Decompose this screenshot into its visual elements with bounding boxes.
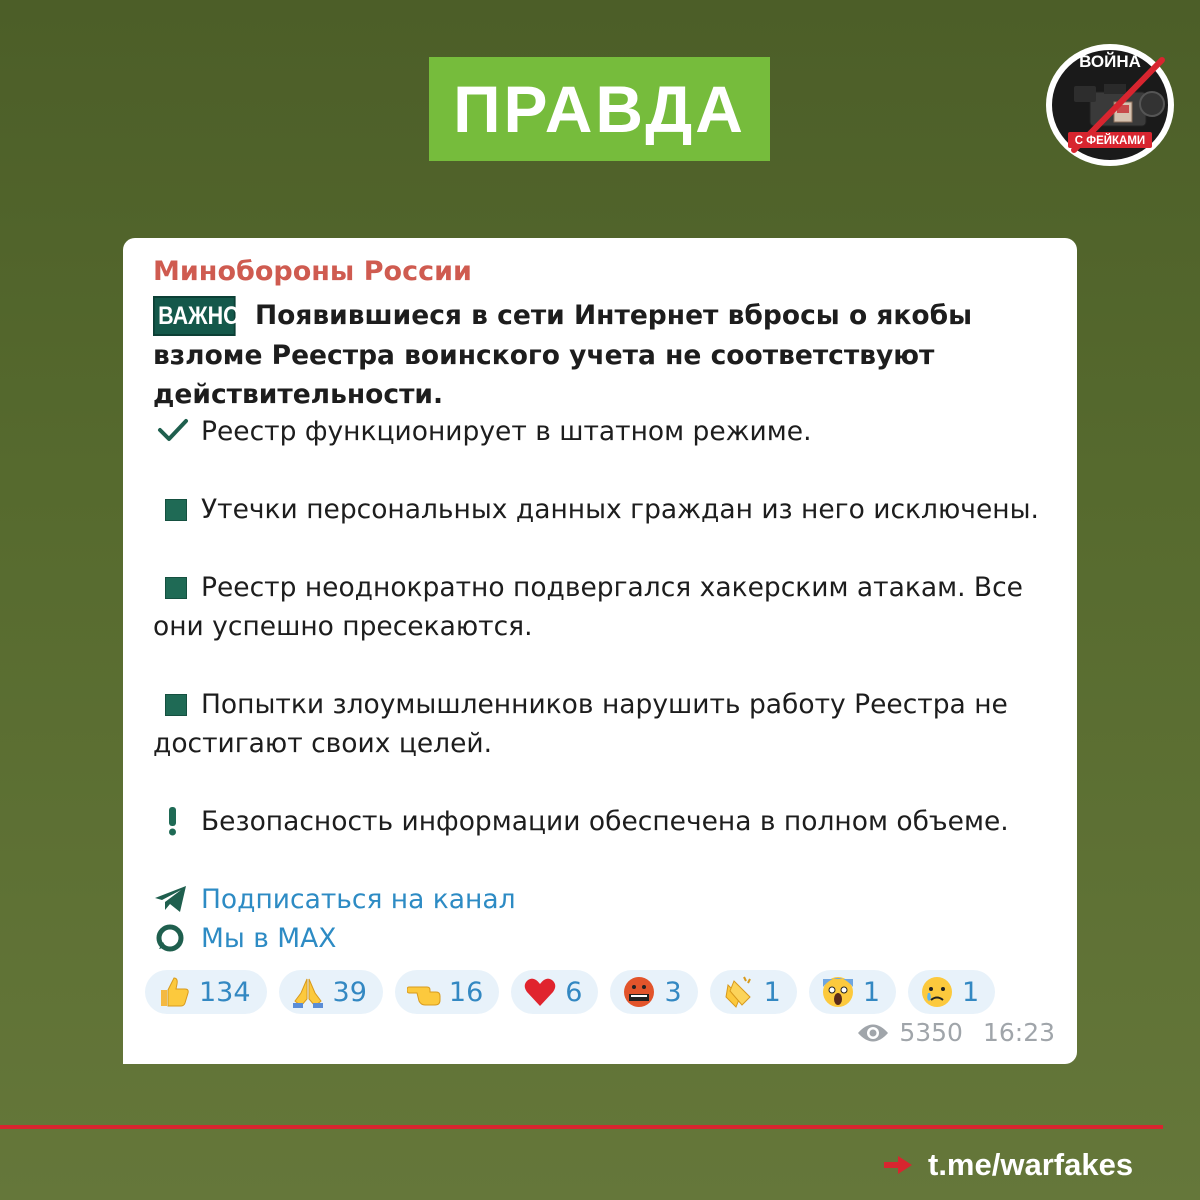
reaction-clapping-hands[interactable] (710, 970, 797, 1014)
list-item (153, 412, 1058, 451)
subscribe-link-label[interactable]: Подписаться на канал (201, 884, 516, 915)
clapping-hands-icon (722, 975, 756, 1009)
reaction-count: 1 (763, 976, 781, 1008)
footer-divider (0, 1125, 1163, 1129)
green-square-icon (153, 689, 193, 717)
reaction-count: 3 (664, 976, 682, 1008)
list-item-text: Реестр функционирует в штатном режиме. (201, 416, 812, 447)
reaction-folded-hands[interactable] (279, 970, 383, 1014)
list-item (153, 802, 1058, 841)
source-link[interactable] (884, 1143, 1133, 1187)
reaction-cursing-face[interactable] (610, 970, 697, 1014)
reaction-screaming-face[interactable] (809, 970, 896, 1014)
pointing-hand-icon (407, 975, 441, 1009)
telegram-plane-icon (153, 884, 193, 914)
list-item (153, 685, 1058, 763)
list-item (153, 568, 1058, 646)
max-messenger-icon (153, 923, 193, 953)
red-heart-icon (523, 975, 557, 1009)
verdict-banner: ПРАВДА (429, 57, 770, 161)
reaction-count: 6 (565, 976, 583, 1008)
reaction-thumbs-up[interactable] (145, 970, 267, 1014)
list-item-text: Попытки злоумышленников нарушить работу Реестра не достигают своих целей. (153, 689, 1008, 759)
post-message (153, 296, 1058, 954)
screaming-face-icon (821, 975, 855, 1009)
channel-name[interactable]: Минобороны России (153, 256, 472, 287)
logo-top-text: ВОЙНА (1079, 52, 1141, 71)
list-item-text: Утечки персональных данных граждан из него исключены. (201, 494, 1039, 525)
green-square-icon (153, 494, 193, 522)
post-headline (153, 296, 1058, 414)
eye-icon (857, 1022, 889, 1044)
green-square-icon (153, 572, 193, 600)
reaction-pointing-hand[interactable] (395, 970, 499, 1014)
check-mark-icon (153, 416, 193, 444)
crying-face-icon (920, 975, 954, 1009)
telegram-post-card (123, 238, 1077, 1064)
thumbs-up-icon (157, 975, 191, 1009)
reactions-bar (145, 970, 995, 1014)
cursing-face-icon (622, 975, 656, 1009)
max-link-label[interactable]: Мы в MAX (201, 923, 337, 954)
view-count: 5350 (899, 1018, 963, 1047)
arrow-right-icon (884, 1156, 914, 1174)
list-item-text: Безопасность информации обеспечена в полном объеме. (201, 806, 1009, 837)
reaction-count: 134 (199, 976, 251, 1008)
important-badge: ВАЖНО (153, 296, 236, 336)
war-on-fakes-logo (1044, 42, 1176, 168)
headline-text: Появившиеся в сети Интернет вбросы о якобы взломе Реестра воинского учета не соответствуют действительности. (153, 300, 973, 410)
reaction-count: 16 (448, 976, 484, 1008)
reaction-red-heart[interactable] (511, 970, 598, 1014)
list-item-text: Реестр неоднократно подвергался хакерским атакам. Все они успешно пресекаются. (153, 572, 1023, 642)
logo-bottom-text: С ФЕЙКАМИ (1074, 135, 1146, 147)
exclamation-icon (153, 806, 193, 834)
list-item (153, 490, 1058, 529)
folded-hands-icon (291, 975, 325, 1009)
source-link-text[interactable]: t.me/warfakes (928, 1147, 1134, 1182)
reaction-count: 1 (962, 976, 980, 1008)
reaction-count: 1 (862, 976, 881, 1008)
subscribe-link[interactable] (153, 880, 516, 919)
post-time: 16:23 (982, 1018, 1055, 1047)
reaction-count: 39 (332, 976, 367, 1008)
post-meta (857, 1018, 1055, 1047)
reaction-crying-face[interactable] (908, 970, 995, 1014)
max-link[interactable] (153, 919, 336, 958)
